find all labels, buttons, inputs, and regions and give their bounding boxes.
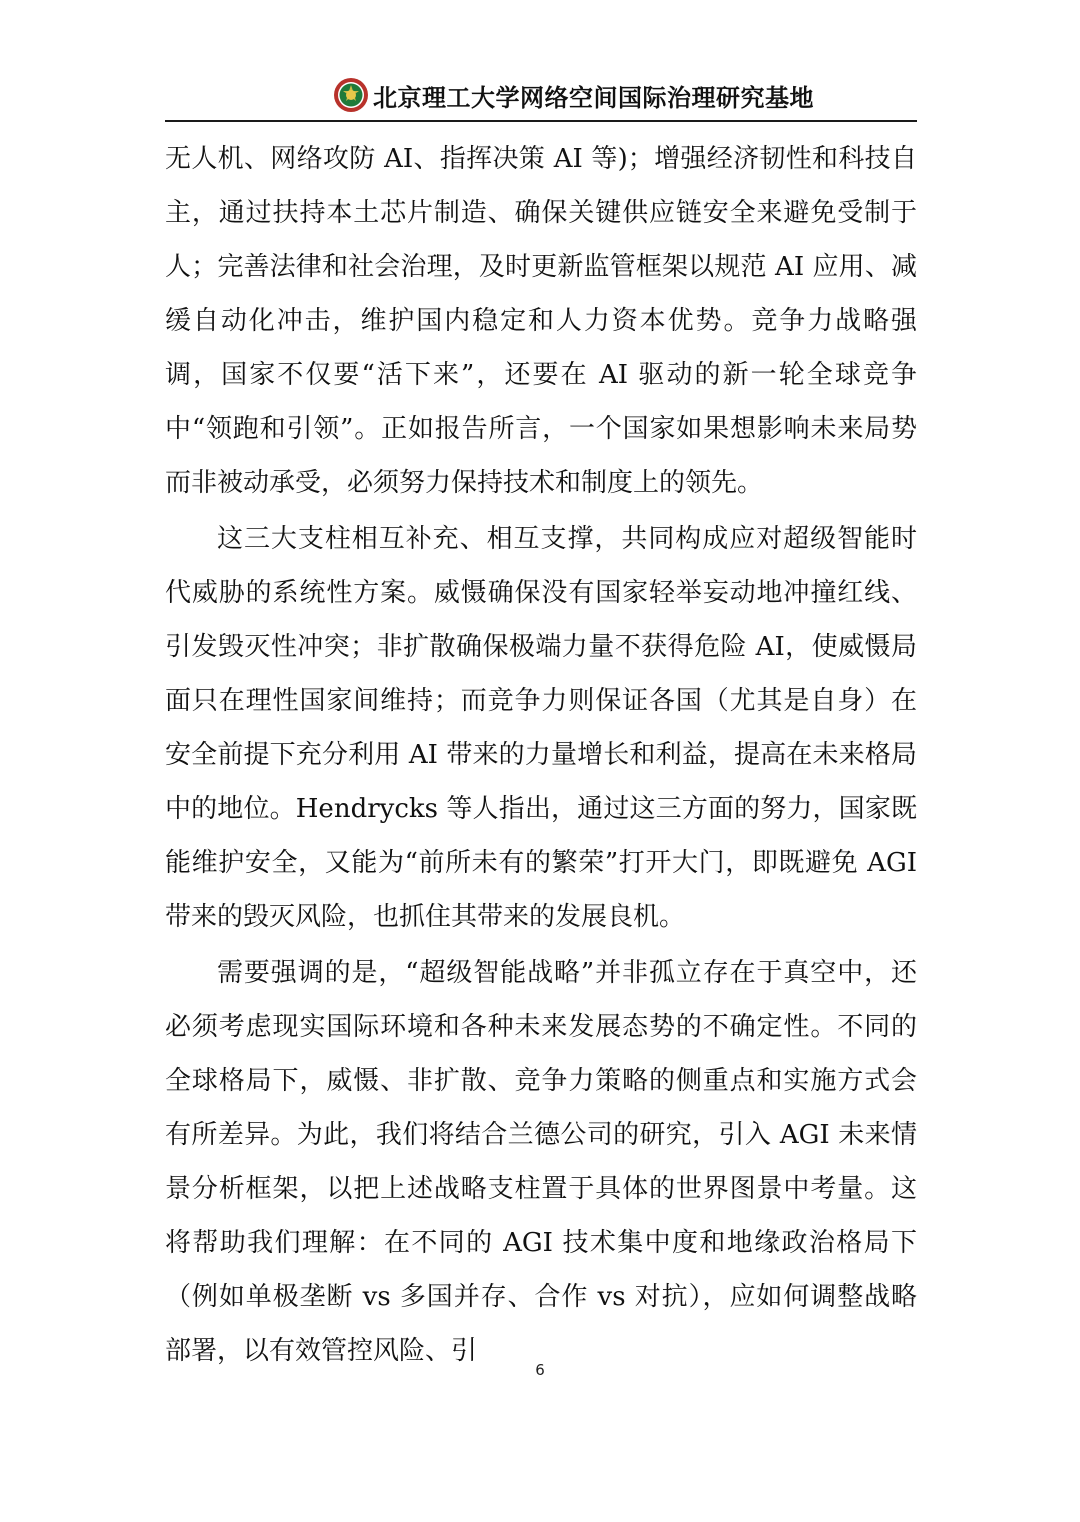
paragraph-3: 需要强调的是，“超级智能战略”并非孤立存在于真空中，还必须考虑现实国际环境和各种未来发展态势的不确定性。不同的全球格局下，威慑、非扩散、竞争力策略的侧重点和实施方式会有所差异。为此，我们将结合兰德公司的研究，引入 AGI 未来情景分析框架，以把上述战略支柱置于具体的世界图景中考量。这将帮助我们理解：在不同的 AGI 技术集中度和地缘政治格局下（例如单极垄断 vs 多国并存、合作 vs 对抗），应如何调整战略部署，以有效管控风险、引	[165, 958, 917, 1366]
page-header	[165, 70, 917, 122]
header-inner	[333, 75, 814, 115]
university-seal-icon	[333, 77, 369, 113]
paragraph-2: 这三大支柱相互补充、相互支撑，共同构成应对超级智能时代威胁的系统性方案。威慑确保没有国家轻举妄动地冲撞红线、引发毁灭性冲突；非扩散确保极端力量不获得危险 AI，使威慑局面只在理性国家间维持；而竞争力则保证各国（尤其是自身）在安全前提下充分利用 AI 带来的力量增长和利益，提高在未来格局中的地位。Hendrycks 等人指出，通过这三方面的努力，国家既能维护安全，又能为“前所未有的繁荣”打开大门，即既避免 AGI 带来的毁灭风险，也抓住其带来的发展良机。	[165, 524, 917, 932]
document-body	[165, 132, 917, 1378]
paragraph-1: 无人机、网络攻防 AI、指挥决策 AI 等)；增强经济韧性和科技自主，通过扶持本土芯片制造、确保关键供应链安全来避免受制于人；完善法律和社会治理，及时更新监管框架以规范 AI 应用、减缓自动化冲击，维护国内稳定和人力资本优势。竞争力战略强调，国家不仅要“活下来”，还要在 AI 驱动的新一轮全球竞争中“领跑和引领”。正如报告所言，一个国家如果想影响未来局势而非被动承受，必须努力保持技术和制度上的领先。	[165, 144, 917, 498]
page-number: 6	[535, 1361, 545, 1379]
header-title: 北京理工大学网络空间国际治理研究基地	[373, 83, 814, 112]
